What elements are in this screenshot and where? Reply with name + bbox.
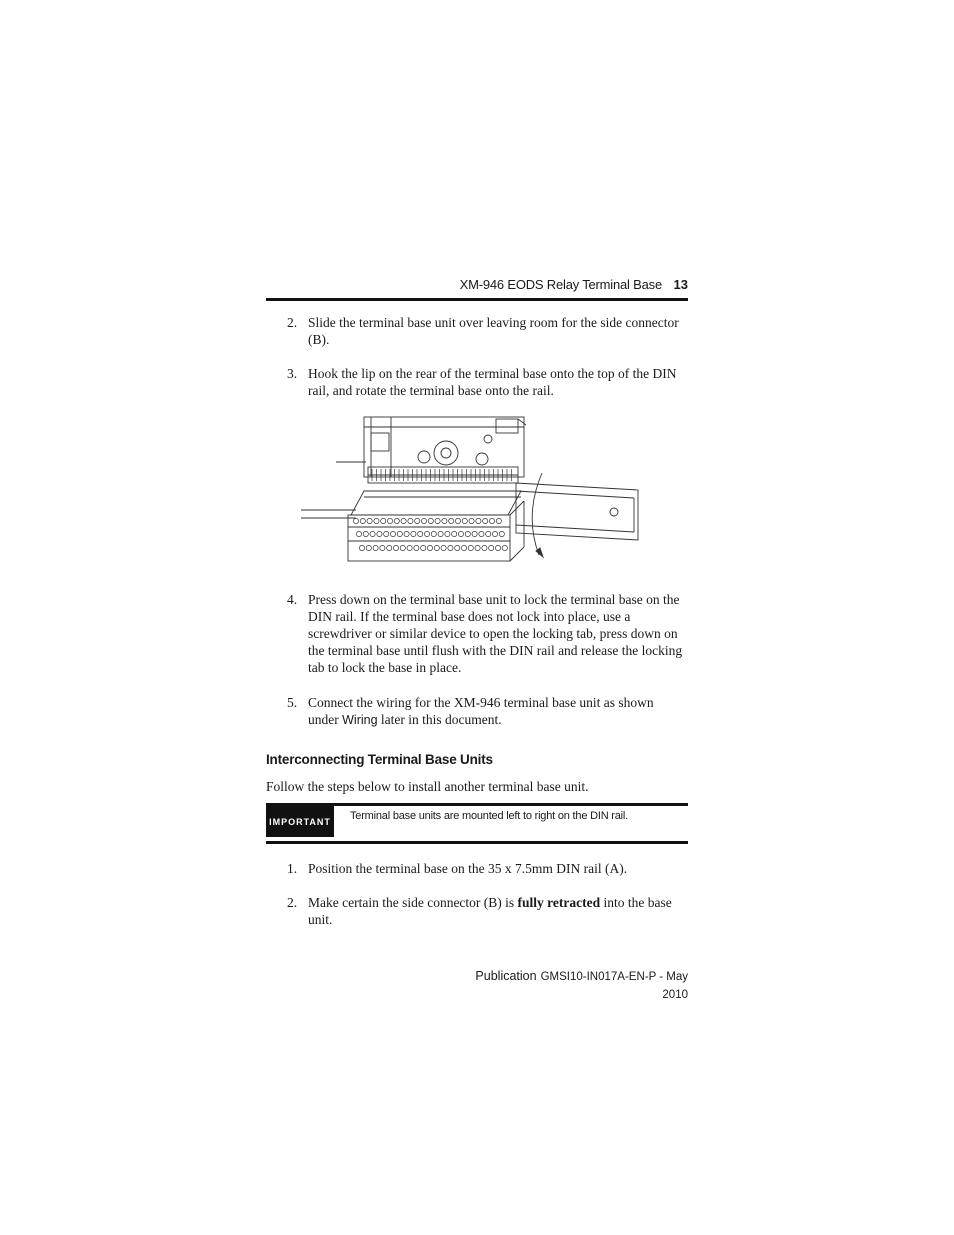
header-rule <box>266 298 688 301</box>
terminal-screw <box>441 545 446 550</box>
important-note <box>266 803 688 845</box>
terminal-screw <box>448 545 453 550</box>
terminal-screw <box>356 531 361 536</box>
important-rule-bottom <box>266 841 688 844</box>
terminal-screw <box>393 545 398 550</box>
terminal-screw <box>495 545 500 550</box>
running-title: XM-946 EODS Relay Terminal Base <box>459 277 662 292</box>
step-text: Position the terminal base on the 35 x 7.5mm DIN rail (A). <box>308 861 628 876</box>
terminal-screw <box>458 531 463 536</box>
terminal-screw <box>462 518 467 523</box>
terminal-screw <box>469 518 474 523</box>
step-number: 2. <box>287 895 298 910</box>
step-number: 5. <box>287 695 298 710</box>
important-badge: IMPORTANT <box>266 806 334 837</box>
wiring-reference[interactable]: Wiring <box>342 713 378 727</box>
terminal-screw <box>421 545 426 550</box>
terminal-screw <box>397 531 402 536</box>
step-number: 3. <box>287 366 298 381</box>
terminal-screw <box>424 531 429 536</box>
terminal-screw <box>421 518 426 523</box>
terminal-screw <box>499 531 504 536</box>
terminal-screw <box>411 531 416 536</box>
terminal-screw <box>431 531 436 536</box>
terminal-screw <box>390 531 395 536</box>
step-text-part: Make certain the side connector (B) is <box>308 895 518 910</box>
terminal-screw <box>465 531 470 536</box>
terminal-screw <box>486 531 491 536</box>
terminal-screw <box>492 531 497 536</box>
terminal-screw <box>449 518 454 523</box>
step-number: 2. <box>287 315 298 330</box>
page-header <box>266 275 688 295</box>
publication-number: GMSI10-IN017A-EN-P - May 2010 <box>540 971 688 1001</box>
terminal-screw <box>438 531 443 536</box>
step-text-part: Connect the wiring for the XM-946 terminal base unit as shown under <box>308 695 654 727</box>
terminal-screw <box>415 518 420 523</box>
step-text: Slide the terminal base unit over leaving room for the side connector (B). <box>308 315 679 347</box>
terminal-screw <box>434 545 439 550</box>
terminal-screw <box>360 518 365 523</box>
footer-label: Publication <box>475 969 537 983</box>
important-text: Terminal base units are mounted left to right on the DIN rail. <box>350 810 629 822</box>
terminal-screw <box>363 531 368 536</box>
terminal-screw <box>373 545 378 550</box>
terminal-screw <box>475 545 480 550</box>
step-text-part: later in this document. <box>377 712 502 727</box>
terminal-screw <box>353 518 358 523</box>
terminal-screw <box>468 545 473 550</box>
step-3-hook <box>287 365 687 399</box>
terminal-screw <box>455 518 460 523</box>
terminal-screw <box>479 531 484 536</box>
terminal-screw <box>400 545 405 550</box>
step-4-press-down <box>287 591 687 676</box>
emphasis-text: fully retracted <box>517 895 601 910</box>
terminal-base-on-din-rail-illustration <box>296 405 646 585</box>
terminal-screw <box>428 518 433 523</box>
terminal-screw <box>394 518 399 523</box>
section-intro: Follow the steps below to install another terminal base unit. <box>266 779 589 794</box>
step-number: 1. <box>287 861 298 876</box>
terminal-screw <box>461 545 466 550</box>
terminal-screw <box>404 531 409 536</box>
terminal-screw <box>387 545 392 550</box>
step-text-part: into the base unit. <box>308 895 672 927</box>
step-number: 4. <box>287 592 298 607</box>
terminal-base-drawing <box>296 405 646 585</box>
step-5-connect-wiring <box>287 694 687 729</box>
terminal-screw <box>359 545 364 550</box>
terminal-screw <box>442 518 447 523</box>
step-2-retract-connector <box>287 894 687 928</box>
terminal-screw <box>374 518 379 523</box>
terminal-screw <box>482 545 487 550</box>
step-1-position <box>287 860 687 877</box>
terminal-screw <box>496 518 501 523</box>
terminal-screw <box>452 531 457 536</box>
terminal-screw <box>502 545 507 550</box>
terminal-screw <box>489 518 494 523</box>
terminal-screw <box>377 531 382 536</box>
terminal-screw <box>427 545 432 550</box>
terminal-screw <box>435 518 440 523</box>
step-text: Hook the lip on the rear of the terminal base onto the top of the DIN rail, and rotate the terminal base onto the rail. <box>308 366 677 398</box>
step-text <box>308 694 687 729</box>
terminal-screw <box>489 545 494 550</box>
page-footer <box>472 967 688 1003</box>
terminal-screw <box>418 531 423 536</box>
section-heading: Interconnecting Terminal Base Units <box>266 752 493 767</box>
terminal-screw <box>387 518 392 523</box>
terminal-screw <box>367 518 372 523</box>
terminal-screw <box>401 518 406 523</box>
terminal-screw <box>476 518 481 523</box>
terminal-screw <box>370 531 375 536</box>
step-text: Press down on the terminal base unit to lock the terminal base on the DIN rail. If the terminal base does not lock into place, use a screwdriver or similar device to open the locking tab, press down on the terminal base until flush with the DIN rail and release the locking tab to lock the base in place. <box>308 592 683 675</box>
terminal-screw <box>407 545 412 550</box>
terminal-screw <box>380 545 385 550</box>
terminal-screw <box>366 545 371 550</box>
terminal-screw <box>483 518 488 523</box>
terminal-screw <box>472 531 477 536</box>
terminal-screw <box>384 531 389 536</box>
terminal-screw <box>455 545 460 550</box>
terminal-screw <box>445 531 450 536</box>
page-number: 13 <box>673 277 688 292</box>
step-2-slide <box>287 314 687 348</box>
terminal-screw <box>414 545 419 550</box>
terminal-screw <box>408 518 413 523</box>
step-text <box>308 894 687 928</box>
terminal-screw <box>381 518 386 523</box>
